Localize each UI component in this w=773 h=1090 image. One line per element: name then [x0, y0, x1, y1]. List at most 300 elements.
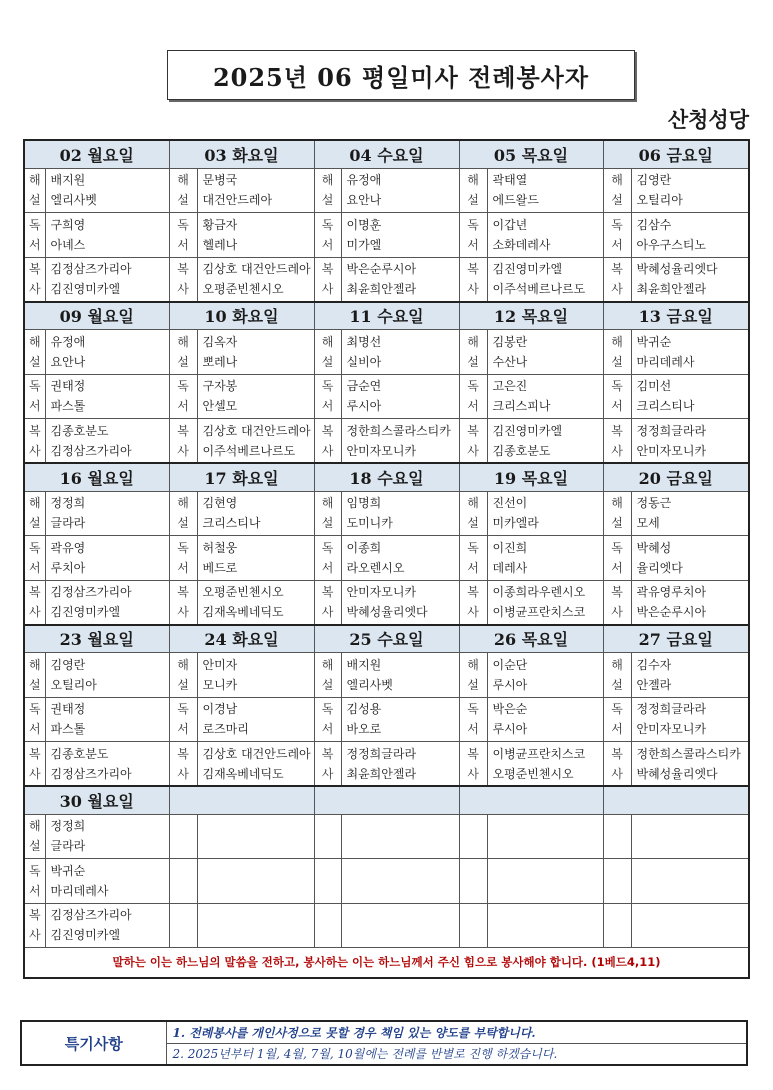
assignee-cell — [631, 213, 749, 258]
week-header-row — [24, 786, 749, 814]
role-label — [314, 653, 341, 698]
role-label-bottom: 사 — [177, 766, 189, 781]
role-label-bottom: 설 — [321, 193, 334, 208]
role-label — [169, 330, 197, 375]
assignee-line-2: 루시아 — [492, 677, 528, 692]
assignee-cell — [341, 536, 459, 581]
assignee-cell — [197, 374, 314, 419]
role-label — [169, 491, 197, 536]
role-label-bottom: 서 — [321, 722, 334, 737]
role-label-bottom: 서 — [28, 722, 41, 737]
assignee-line-1: 김봉란 — [492, 334, 528, 349]
assignee-line-2: 베드로 — [202, 560, 238, 575]
role-label — [24, 374, 45, 419]
role-label — [24, 419, 45, 464]
role-label — [459, 491, 487, 536]
day-header — [314, 786, 459, 814]
assignee-cell — [341, 330, 459, 375]
role-label-top: 독 — [467, 540, 479, 555]
role-label — [459, 859, 487, 904]
day-header — [459, 786, 603, 814]
notes-label: 특기사항 — [21, 1021, 166, 1065]
role-label-top: 해 — [467, 173, 479, 188]
role-label — [603, 491, 631, 536]
assignee-line-2: 파스톨 — [50, 722, 86, 737]
role-label-top: 독 — [28, 217, 41, 232]
assignee-line-1: 김정삼즈가리아 — [50, 262, 132, 276]
role-label-bottom: 사 — [467, 605, 479, 619]
assignee-line-2: 크리스티나 — [202, 516, 261, 531]
role-label — [459, 168, 487, 213]
role-label-top: 복 — [28, 423, 41, 438]
role-label-bottom: 설 — [611, 677, 623, 692]
role-label-bottom: 설 — [177, 193, 189, 208]
assignee-line-1: 최명선 — [346, 334, 382, 349]
role-label-top: 독 — [177, 217, 189, 232]
assignee-cell — [45, 697, 169, 742]
role-label-top: 해 — [467, 334, 479, 349]
assignee-cell — [631, 859, 749, 904]
assignee-line-1: 김상호 대건안드레아 — [202, 746, 311, 761]
role-row — [24, 168, 749, 213]
assignee-line-2: 수산나 — [492, 354, 528, 369]
role-label-top: 복 — [177, 746, 189, 761]
assignee-line-1: 김정삼즈가리아 — [50, 585, 132, 599]
assignee-cell — [631, 814, 749, 859]
assignee-cell — [487, 903, 603, 948]
role-label — [314, 419, 341, 464]
assignee-cell — [631, 580, 749, 625]
role-label-bottom: 사 — [467, 766, 479, 781]
assignee-line-1: 임명희 — [346, 496, 382, 511]
assignee-cell — [197, 580, 314, 625]
role-label-top: 독 — [611, 540, 623, 555]
role-label — [459, 697, 487, 742]
role-row — [24, 814, 749, 859]
role-label — [314, 374, 341, 419]
assignee-cell — [45, 330, 169, 375]
assignee-cell — [631, 491, 749, 536]
role-label-bottom: 서 — [321, 237, 334, 252]
assignee-line-2: 박혜성율리엣다 — [346, 605, 428, 619]
role-label-top: 복 — [467, 585, 479, 599]
role-label-bottom: 서 — [28, 237, 41, 252]
assignee-line-2: 오틸리아 — [50, 677, 97, 692]
day-header — [169, 786, 314, 814]
assignee-cell — [45, 257, 169, 302]
assignee-line-1: 이진희 — [492, 540, 528, 555]
assignee-cell — [487, 168, 603, 213]
role-label-top: 복 — [611, 585, 623, 599]
assignee-cell — [45, 491, 169, 536]
assignee-line-1: 김상호 대건안드레아 — [202, 262, 311, 276]
scripture-quote: 말하는 이는 하느님의 말씀을 전하고, 봉사하는 이는 하느님께서 주신 힘으로 봉사해야 합니다. (1베드4,11) — [24, 948, 749, 978]
assignee-line-1: 구희영 — [50, 217, 86, 232]
week-header-row — [24, 140, 749, 168]
role-label — [603, 903, 631, 948]
role-label — [603, 213, 631, 258]
day-header: 30 월요일 — [24, 786, 169, 814]
assignee-line-2: 루시아 — [346, 399, 382, 414]
role-label-top: 독 — [467, 379, 479, 394]
role-label — [24, 814, 45, 859]
role-label — [459, 814, 487, 859]
role-label-top: 복 — [321, 423, 334, 438]
role-row — [24, 491, 749, 536]
assignee-line-2: 안젤라 — [636, 677, 672, 692]
role-label — [314, 491, 341, 536]
assignee-line-2: 글라라 — [50, 839, 86, 854]
role-label — [24, 213, 45, 258]
assignee-line-2: 김진영미카엘 — [50, 282, 121, 296]
assignee-cell — [487, 859, 603, 904]
assignee-line-2: 최윤희안젤라 — [636, 282, 707, 296]
role-row — [24, 213, 749, 258]
assignee-line-2: 라오렌시오 — [346, 560, 405, 575]
role-label — [603, 374, 631, 419]
role-label — [459, 742, 487, 787]
role-label — [459, 653, 487, 698]
week-header-row — [24, 625, 749, 653]
assignee-line-2: 모니카 — [202, 677, 238, 692]
role-label-bottom: 사 — [28, 928, 41, 943]
role-row — [24, 653, 749, 698]
assignee-line-2: 아녜스 — [50, 237, 86, 252]
assignee-line-2: 안미자모니카 — [636, 722, 707, 737]
role-label-bottom: 서 — [177, 399, 189, 414]
role-label-bottom: 서 — [611, 560, 623, 575]
role-label-top: 해 — [28, 334, 41, 349]
assignee-line-2: 도미니카 — [346, 516, 393, 531]
role-row — [24, 374, 749, 419]
assignee-cell — [45, 903, 169, 948]
role-label-top: 복 — [28, 746, 41, 761]
assignee-cell — [341, 814, 459, 859]
schedule-table — [23, 139, 750, 979]
role-label — [24, 330, 45, 375]
day-header: 17 화요일 — [169, 463, 314, 491]
role-label-top: 해 — [28, 819, 41, 834]
role-label-top: 독 — [467, 702, 479, 717]
role-label-bottom: 서 — [321, 399, 334, 414]
assignee-line-2: 오평준빈첸시오 — [492, 766, 574, 781]
assignee-line-1: 곽유영 — [50, 540, 86, 555]
role-label-top: 해 — [28, 173, 41, 188]
day-header: 02 월요일 — [24, 140, 169, 168]
assignee-cell — [487, 814, 603, 859]
assignee-cell — [197, 653, 314, 698]
assignee-line-2: 오평준빈첸시오 — [202, 282, 284, 296]
role-label-bottom: 사 — [28, 605, 41, 619]
day-header: 16 월요일 — [24, 463, 169, 491]
assignee-line-1: 박귀순 — [50, 863, 86, 878]
role-label-top: 독 — [28, 379, 41, 394]
assignee-cell — [487, 697, 603, 742]
assignee-line-1: 정정희글라라 — [636, 702, 707, 717]
day-header: 18 수요일 — [314, 463, 459, 491]
week-header-row — [24, 302, 749, 330]
role-row — [24, 903, 749, 948]
role-label — [314, 168, 341, 213]
role-label-top: 독 — [28, 540, 41, 555]
assignee-line-1: 오평준빈첸시오 — [202, 585, 284, 599]
assignee-cell — [197, 903, 314, 948]
assignee-line-2: 요안나 — [50, 354, 86, 369]
role-label-top: 독 — [321, 217, 334, 232]
assignee-line-1: 김정삼즈가리아 — [50, 908, 132, 923]
role-label-bottom: 설 — [611, 193, 623, 208]
role-label-top: 해 — [467, 496, 479, 511]
role-label-top: 독 — [321, 702, 334, 717]
role-label — [314, 257, 341, 302]
role-label-top: 복 — [177, 585, 189, 599]
assignee-cell — [631, 742, 749, 787]
assignee-line-1: 배지원 — [346, 657, 382, 672]
assignee-cell — [45, 814, 169, 859]
assignee-line-2: 최윤희안젤라 — [346, 766, 417, 781]
role-label — [314, 814, 341, 859]
assignee-cell — [487, 419, 603, 464]
assignee-line-1: 정한희스콜라스티카 — [636, 746, 741, 761]
assignee-line-2: 김종호분도 — [492, 443, 551, 458]
assignee-line-2: 최윤희안젤라 — [346, 282, 417, 296]
assignee-line-2: 크리스티나 — [636, 399, 695, 414]
role-label-top: 해 — [177, 173, 189, 188]
assignee-line-1: 김영란 — [636, 173, 672, 188]
role-label-top: 독 — [321, 379, 334, 394]
assignee-line-1: 이종희 — [346, 540, 382, 555]
assignee-line-1: 곽태열 — [492, 173, 528, 188]
role-label-top: 해 — [177, 496, 189, 511]
role-label — [459, 580, 487, 625]
assignee-cell — [487, 374, 603, 419]
role-label-bottom: 설 — [177, 677, 189, 692]
assignee-cell — [631, 419, 749, 464]
assignee-line-1: 김옥자 — [202, 334, 238, 349]
assignee-line-1: 황금자 — [202, 217, 238, 232]
assignee-line-2: 루치아 — [50, 560, 86, 575]
day-header: 27 금요일 — [603, 625, 749, 653]
role-label — [24, 168, 45, 213]
assignee-line-2: 안셀모 — [202, 399, 238, 414]
assignee-line-2: 이병균프란치스코 — [492, 605, 586, 619]
assignee-line-1: 김삼수 — [636, 217, 672, 232]
assignee-line-1: 박혜성율리엣다 — [636, 262, 718, 276]
assignee-line-1: 권태정 — [50, 702, 86, 717]
role-label-bottom: 서 — [177, 237, 189, 252]
role-label-top: 해 — [321, 657, 334, 672]
assignee-line-2: 뽀레나 — [202, 354, 238, 369]
parish-name: 산청성당 — [667, 107, 749, 132]
role-label — [314, 697, 341, 742]
role-label-bottom: 서 — [611, 399, 623, 414]
day-header: 12 목요일 — [459, 302, 603, 330]
assignee-cell — [487, 653, 603, 698]
role-label — [603, 814, 631, 859]
assignee-cell — [341, 903, 459, 948]
day-header: 20 금요일 — [603, 463, 749, 491]
role-label-bottom: 서 — [177, 722, 189, 737]
role-label — [603, 653, 631, 698]
assignee-line-2: 이주석베르나르도 — [202, 443, 296, 458]
assignee-line-1: 금순연 — [346, 379, 382, 394]
role-label — [314, 213, 341, 258]
assignee-cell — [45, 213, 169, 258]
role-label-bottom: 설 — [28, 193, 41, 208]
role-label-bottom: 서 — [28, 883, 41, 898]
role-label — [24, 491, 45, 536]
role-label-top: 독 — [177, 379, 189, 394]
role-label-bottom: 사 — [177, 282, 189, 296]
day-header: 13 금요일 — [603, 302, 749, 330]
assignee-cell — [45, 419, 169, 464]
role-label-bottom: 설 — [467, 677, 479, 692]
role-label-top: 복 — [467, 423, 479, 438]
role-label-top: 해 — [177, 657, 189, 672]
role-label-bottom: 서 — [467, 560, 479, 575]
role-label-top: 해 — [321, 173, 334, 188]
assignee-cell — [197, 742, 314, 787]
assignee-line-2: 모세 — [636, 516, 660, 531]
assignee-line-2: 이주석베르나르도 — [492, 282, 586, 296]
role-label — [314, 536, 341, 581]
role-row — [24, 580, 749, 625]
assignee-cell — [487, 330, 603, 375]
role-label — [314, 330, 341, 375]
assignee-line-1: 김성용 — [346, 702, 382, 717]
role-label-bottom: 설 — [177, 516, 189, 531]
assignee-line-2: 마리데레사 — [50, 883, 109, 898]
role-label-bottom: 서 — [611, 722, 623, 737]
assignee-line-2: 글라라 — [50, 516, 86, 531]
role-row — [24, 697, 749, 742]
assignee-line-1: 정정희 — [50, 496, 86, 511]
role-label — [169, 814, 197, 859]
role-label-bottom: 사 — [467, 282, 479, 296]
assignee-line-2: 실비아 — [346, 354, 382, 369]
assignee-line-1: 유정애 — [50, 334, 86, 349]
week-header-row — [24, 463, 749, 491]
role-label-top: 해 — [611, 496, 623, 511]
role-label — [314, 580, 341, 625]
assignee-line-1: 이갑년 — [492, 217, 528, 232]
role-label-bottom: 사 — [28, 766, 41, 781]
role-label-top: 독 — [28, 863, 41, 878]
assignee-line-1: 허철웅 — [202, 540, 238, 555]
role-label — [603, 697, 631, 742]
role-label-bottom: 사 — [28, 443, 41, 458]
assignee-line-1: 정한희스콜라스티카 — [346, 423, 451, 438]
role-label — [314, 859, 341, 904]
role-row — [24, 419, 749, 464]
role-label-bottom: 사 — [467, 443, 479, 458]
role-label — [169, 419, 197, 464]
day-header: 11 수요일 — [314, 302, 459, 330]
role-label — [459, 903, 487, 948]
assignee-line-1: 김상호 대건안드레아 — [202, 423, 311, 438]
role-label-top: 해 — [611, 334, 623, 349]
assignee-line-2: 바오로 — [346, 722, 382, 737]
role-label — [459, 213, 487, 258]
assignee-cell — [341, 491, 459, 536]
role-label — [603, 419, 631, 464]
role-label — [169, 257, 197, 302]
assignee-line-1: 이종희라우렌시오 — [492, 585, 586, 599]
assignee-cell — [631, 653, 749, 698]
role-label-top: 복 — [28, 585, 41, 599]
assignee-cell — [197, 419, 314, 464]
role-label — [169, 374, 197, 419]
role-row — [24, 859, 749, 904]
role-label-top: 복 — [28, 262, 41, 276]
role-label-top: 복 — [321, 262, 334, 276]
assignee-cell — [45, 580, 169, 625]
day-header: 10 화요일 — [169, 302, 314, 330]
assignee-line-1: 진선이 — [492, 496, 528, 511]
role-label — [603, 168, 631, 213]
role-label — [603, 536, 631, 581]
role-label-bottom: 설 — [28, 354, 41, 369]
day-header: 19 목요일 — [459, 463, 603, 491]
role-label-top: 복 — [467, 262, 479, 276]
role-label-bottom: 설 — [177, 354, 189, 369]
role-label-top: 복 — [467, 746, 479, 761]
assignee-line-1: 배지원 — [50, 173, 86, 188]
role-label-bottom: 설 — [28, 516, 41, 531]
assignee-line-1: 유정애 — [346, 173, 382, 188]
role-label-top: 독 — [611, 379, 623, 394]
role-label — [459, 374, 487, 419]
assignee-cell — [197, 697, 314, 742]
assignee-line-2: 김재옥베네딕도 — [202, 766, 284, 781]
page-title: 2025년 06 평일미사 전례봉사자 — [167, 50, 635, 100]
assignee-line-1: 박은순루시아 — [346, 262, 417, 276]
role-label-bottom: 사 — [611, 766, 623, 781]
role-label — [169, 580, 197, 625]
role-label — [459, 536, 487, 581]
role-label-bottom: 설 — [467, 193, 479, 208]
assignee-cell — [197, 491, 314, 536]
assignee-line-1: 김종호분도 — [50, 423, 109, 438]
assignee-cell — [341, 374, 459, 419]
role-label-top: 독 — [467, 217, 479, 232]
role-label — [24, 903, 45, 948]
assignee-cell — [341, 653, 459, 698]
assignee-line-2: 아우구스티노 — [636, 237, 707, 252]
role-label-top: 복 — [28, 908, 41, 923]
role-row — [24, 536, 749, 581]
assignee-line-1: 정정희 — [50, 819, 86, 834]
assignee-line-1: 김진영미카엘 — [492, 262, 563, 276]
role-label-top: 복 — [611, 746, 623, 761]
assignee-line-2: 루시아 — [492, 722, 528, 737]
role-label-top: 복 — [177, 262, 189, 276]
role-label-bottom: 사 — [321, 282, 334, 296]
role-label-top: 복 — [321, 746, 334, 761]
assignee-line-1: 이경남 — [202, 702, 238, 717]
assignee-line-2: 소화데레사 — [492, 237, 551, 252]
role-label — [24, 257, 45, 302]
assignee-line-1: 곽유영루치아 — [636, 585, 707, 599]
role-label — [24, 536, 45, 581]
role-label — [169, 168, 197, 213]
notes-table — [20, 1020, 748, 1066]
role-label-top: 독 — [611, 702, 623, 717]
role-label-bottom: 설 — [611, 516, 623, 531]
assignee-line-2: 박은순루시아 — [636, 605, 707, 619]
role-label-top: 독 — [28, 702, 41, 717]
assignee-line-2: 헬레나 — [202, 237, 238, 252]
